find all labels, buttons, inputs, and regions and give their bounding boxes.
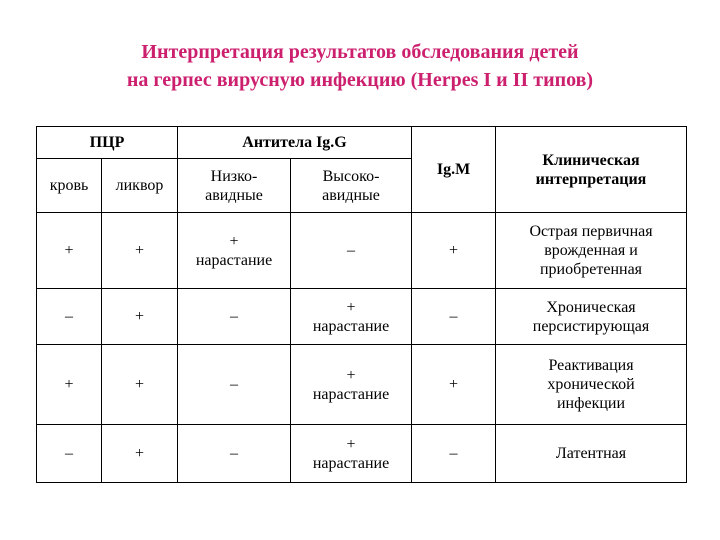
table-row [37, 289, 687, 345]
cell-high-avidity-line: + [346, 298, 356, 316]
cell-high-avidity [291, 289, 412, 345]
table-row [37, 345, 687, 425]
cell-interpretation-line: Реактивация [548, 357, 634, 374]
cell-low-avidity [178, 213, 291, 289]
cell-interpretation-line: хронической [547, 376, 635, 393]
cell-interpretation [496, 289, 687, 345]
header-pcr: ПЦР [37, 127, 178, 159]
cell-low-avidity-line: нарастание [195, 251, 273, 269]
cell-high-avidity-line: – [347, 242, 356, 259]
cell-low-avidity-line: – [230, 445, 239, 462]
cell-interpretation-line: врожденная и [544, 242, 638, 259]
header-high-line-2: авидные [322, 186, 380, 204]
cell-high-avidity-line: нарастание [312, 317, 390, 335]
cell-interpretation-line: приобретенная [539, 261, 643, 278]
cell-blood: + [37, 345, 102, 425]
cell-igm: + [412, 213, 496, 289]
header-low-avidity [178, 159, 291, 213]
cell-csf: + [102, 289, 178, 345]
title-line-2: на герпес вирусную инфекцию (Herpes I и II типов) [126, 69, 594, 91]
cell-interpretation-line: инфекции [556, 395, 626, 412]
header-antibodies-igg: Антитела Ig.G [178, 127, 412, 159]
header-row-1 [37, 127, 687, 159]
cell-interpretation-line: Хроническая [546, 298, 636, 316]
table-row [37, 213, 687, 289]
cell-igm: + [412, 345, 496, 425]
cell-interpretation-line: Латентная [555, 445, 627, 462]
page-title [0, 38, 720, 94]
cell-csf: + [102, 345, 178, 425]
interpretation-table [36, 126, 687, 483]
cell-csf: + [102, 425, 178, 483]
cell-interpretation-line: Острая первичная [529, 223, 653, 240]
cell-interpretation-line: персистирующая [532, 317, 650, 335]
cell-high-avidity [291, 425, 412, 483]
cell-interpretation [496, 345, 687, 425]
cell-high-avidity [291, 213, 412, 289]
cell-high-avidity-line: + [346, 366, 356, 384]
table-row [37, 425, 687, 483]
cell-interpretation [496, 213, 687, 289]
cell-blood: – [37, 425, 102, 483]
title-line-1: Интерпретация результатов обследования детей [141, 41, 579, 63]
cell-blood: + [37, 213, 102, 289]
header-high-avidity [291, 159, 412, 213]
cell-low-avidity [178, 345, 291, 425]
cell-igm: – [412, 425, 496, 483]
header-high-line-1: Высоко- [322, 167, 380, 185]
header-blood: кровь [37, 159, 102, 213]
header-clinical-line-2: интерпретация [535, 170, 647, 188]
cell-low-avidity-line: + [229, 232, 239, 250]
header-clinical-interpretation [496, 127, 687, 213]
header-csf: ликвор [102, 159, 178, 213]
cell-blood: – [37, 289, 102, 345]
cell-igm: – [412, 289, 496, 345]
cell-low-avidity [178, 289, 291, 345]
cell-low-avidity [178, 425, 291, 483]
cell-low-avidity-line: – [230, 308, 239, 325]
header-clinical-line-1: Клиническая [542, 151, 640, 169]
header-igm: Ig.M [412, 127, 496, 213]
header-low-line-1: Низко- [210, 167, 258, 185]
cell-high-avidity [291, 345, 412, 425]
cell-csf: + [102, 213, 178, 289]
cell-high-avidity-line: нарастание [312, 454, 390, 472]
header-low-line-2: авидные [205, 186, 263, 204]
cell-high-avidity-line: + [346, 435, 356, 453]
cell-high-avidity-line: нарастание [312, 385, 390, 403]
cell-low-avidity-line: – [230, 376, 239, 393]
cell-interpretation [496, 425, 687, 483]
